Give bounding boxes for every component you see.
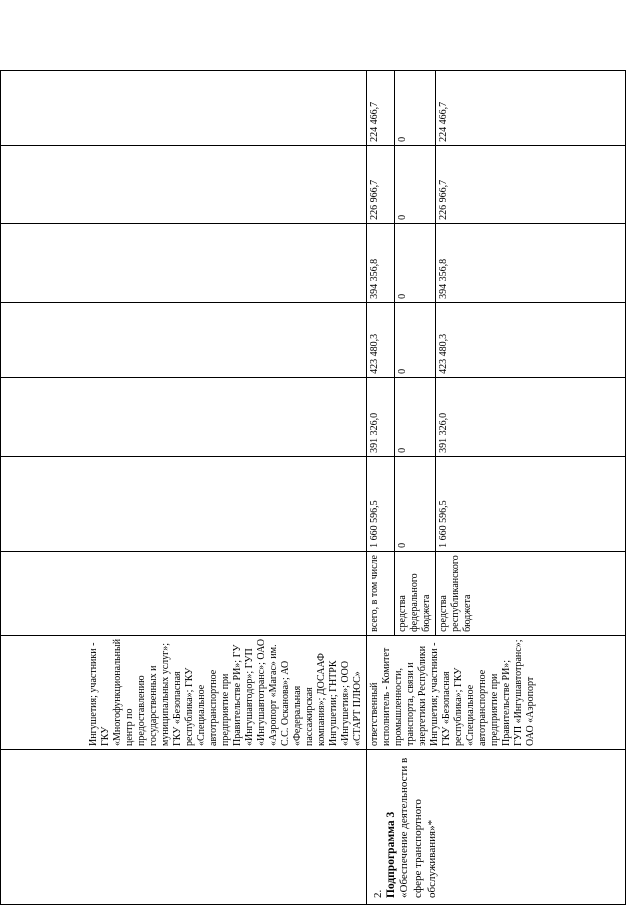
source-label: средства республиканского бюджета <box>436 551 626 635</box>
value-year-3: 394 356,8 <box>367 223 395 302</box>
value-year-5: 224 466,7 <box>367 70 395 145</box>
value-cell-upper <box>1 302 367 377</box>
value-year-2: 0 <box>395 302 436 377</box>
value-cell-upper <box>1 145 367 223</box>
value-year-4: 226 966,7 <box>367 145 395 223</box>
value-year-5: 224 466,7 <box>436 70 626 145</box>
value-year-1: 0 <box>395 377 436 456</box>
value-year-5: 0 <box>395 70 436 145</box>
value-cell-upper <box>1 456 367 551</box>
value-year-3: 394 356,8 <box>436 223 626 302</box>
program-subtitle: «Обеспечение деятельности в сфере транспортного обслуживания»* <box>398 757 438 898</box>
value-year-3: 0 <box>395 223 436 302</box>
value-cell-upper <box>1 223 367 302</box>
participants-text: Ингушетия; участники - ГКУ «Многофункциональный центр по предоставлению государственных и муниципальных услуг»; ГКУ «Безопасная республика»; ГКУ «Специальное автотранспортное предприятие при Правительстве РИ»; ГУ «Ингушавтодор»; ГУП «Ингушавтотранс»; ОАО «Аэропорт «Магас» им. С.С. Осканова»; АО «Федеральная пассажирская компания»; ДОСААФ Ингушетии; ГНТРК «Ингушетия»; ООО «СТАРТ ПЛЮС» <box>88 638 363 746</box>
value-total: 1 660 596,5 <box>367 456 395 551</box>
value-total: 0 <box>395 456 436 551</box>
source-label: средства федерального бюджета <box>395 551 436 635</box>
table-row <box>367 70 395 904</box>
value-total: 1 660 596,5 <box>436 456 626 551</box>
participants-cell <box>1 635 367 749</box>
value-year-2: 423 480,3 <box>436 302 626 377</box>
value-cell-upper <box>1 377 367 456</box>
program-number: 2. <box>372 889 384 898</box>
program-cell <box>367 750 626 905</box>
value-year-1: 391 326,0 <box>367 377 395 456</box>
value-year-4: 0 <box>395 145 436 223</box>
executor-text: ответственный исполнитель - Комитет промышленности, транспорта, связи и энергетики Республики Ингушетия; участники - ГКУ «Безопасная республика»; ГКУ «Специальное автотранспортное предприятие при Правительстве РИ»; ГУП «Ингушавтотранс»; ОАО «Аэропорт <box>369 639 536 746</box>
program-cell-upper <box>1 750 367 905</box>
program-title: Подпрограмма 3 <box>385 811 397 898</box>
executor-cell <box>367 635 626 749</box>
value-cell-upper <box>1 70 367 145</box>
source-cell-upper <box>1 551 367 635</box>
value-year-1: 391 326,0 <box>436 377 626 456</box>
budget-table <box>0 70 626 905</box>
continuation-row <box>1 70 367 904</box>
value-year-4: 226 966,7 <box>436 145 626 223</box>
value-year-2: 423 480,3 <box>367 302 395 377</box>
source-label: всего, в том числе <box>367 551 395 635</box>
